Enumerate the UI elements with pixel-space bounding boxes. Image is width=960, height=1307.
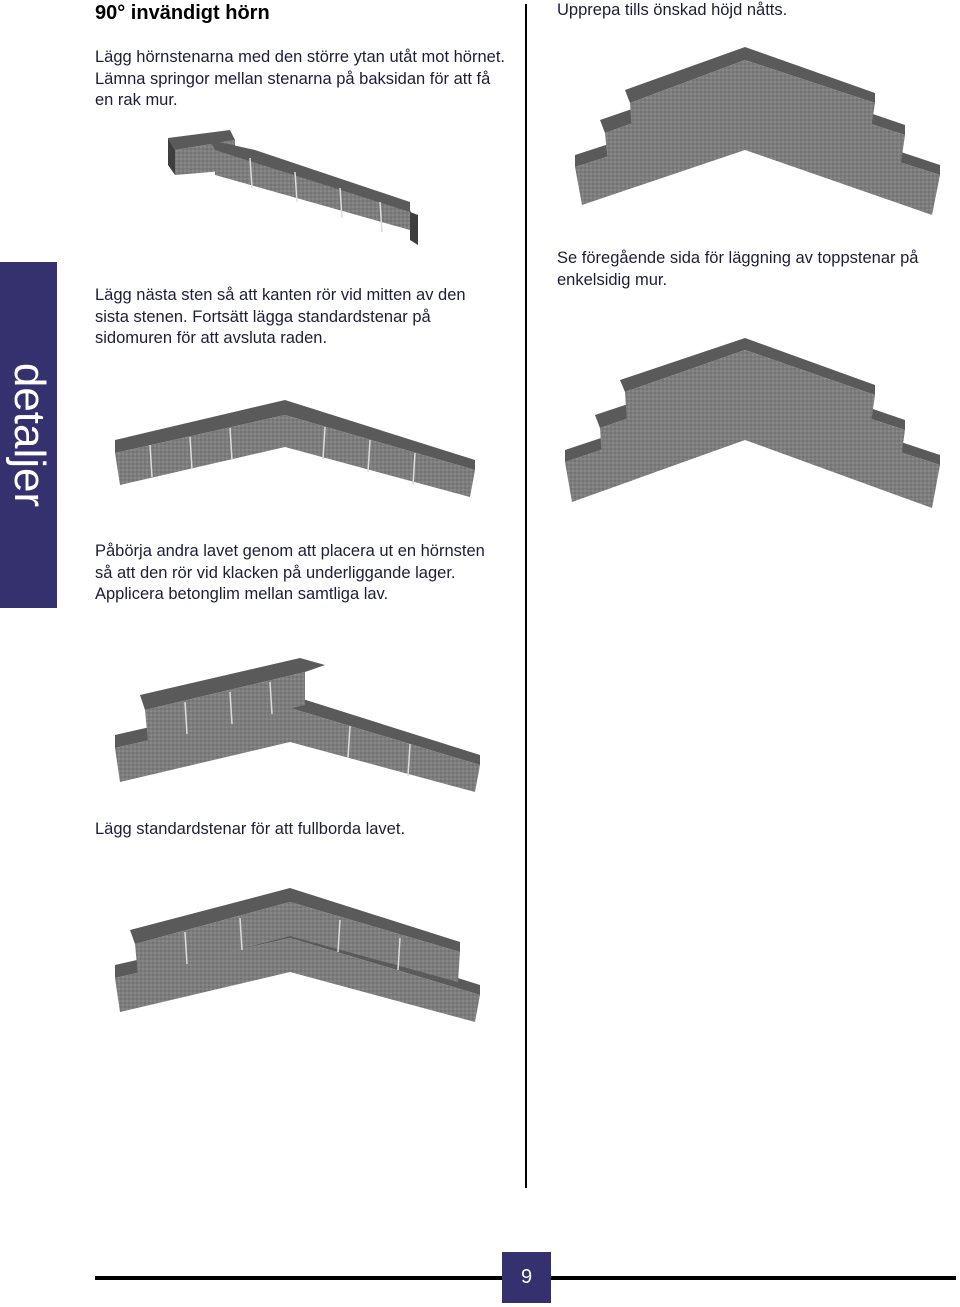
step-1-text: Lägg hörnstenarna med den större ytan utåt mot hörnet. Lämna springor mellan stenarna på baksidan för att få en rak mur. (95, 48, 506, 109)
illustration-step-6 (560, 330, 945, 525)
step-6-text: Se föregående sida för läggning av toppstenar på enkelsidig mur. (557, 249, 919, 289)
column-divider (525, 4, 527, 1188)
section-tab (0, 262, 57, 608)
footer-rule-left (95, 1276, 502, 1280)
step-3-text: Påbörja andra lavet genom att placera ut en hörnsten så att den rör vid klacken på underliggande lager. Applicera betonglim mellan samtliga lav. (95, 542, 485, 603)
illustration-step-5 (570, 45, 945, 220)
step-4-text: Lägg standardstenar för att fullborda lavet. (95, 820, 406, 838)
page-number: 9 (502, 1252, 551, 1303)
page-heading: 90° invändigt hörn (95, 2, 270, 24)
illustration-step-3 (110, 650, 485, 795)
step-2-text: Lägg nästa sten så att kanten rör vid mitten av den sista stenen. Fortsätt lägga standardstenar på sidomuren för att avsluta raden. (95, 286, 466, 347)
section-tab-label: detaljer (4, 362, 54, 508)
step-5-text: Upprepa tills önskad höjd nåtts. (557, 1, 788, 19)
footer-rule-right (551, 1276, 956, 1280)
illustration-step-2 (110, 385, 480, 500)
illustration-step-4 (110, 880, 485, 1025)
illustration-step-1 (160, 130, 430, 250)
